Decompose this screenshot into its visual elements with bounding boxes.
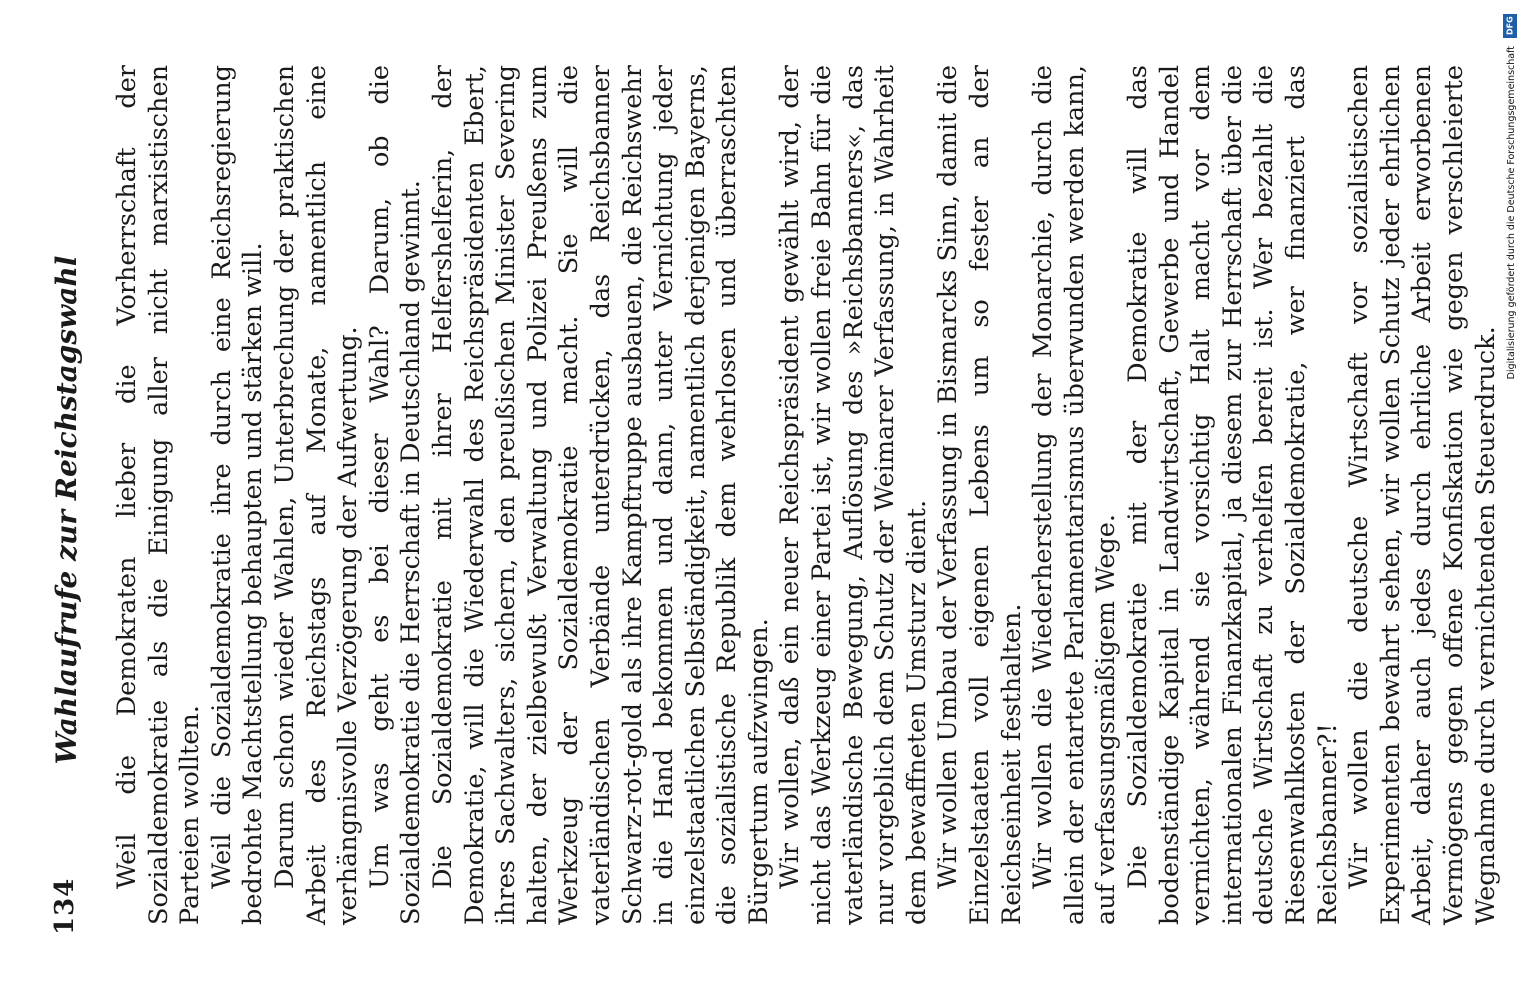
paragraph: Die Sozialdemokratie mit der Demokratie will das bodenständige Kapital in Landwirtschaft, Gewerbe und Handel vernichten, während sie vorsichtig Halt macht vor dem internationalen Finanzkapital, ja diesem zur Herrschaft über die deutsche Wirtschaft zu verhelfen bereit ist. Wer bezahlt die Riesenwahlkosten der Sozialdemokratie, wer finanziert das Reichsbanner?! [1123, 65, 1343, 925]
page-header [50, 65, 86, 955]
paragraph: Wir wollen die Wiederherstellung der Monarchie, durch die allein der entartete Parlamentarismus überwunden werden kann, auf verfassungsmäßigem Wege. [1028, 65, 1122, 925]
rotated-page [50, 65, 1501, 955]
paragraph: Wir wollen die deutsche Wirtschaft vor sozialistischen Experimenten bewahrt sehen, wir wollen Schutz jeder ehrlichen Arbeit, daher auch jedes durch ehrliche Arbeit erworbenen Vermögens gegen offene Konfiskation wie gegen verschleierte Wegnahme durch vernichtenden Steuerdruck. [1344, 65, 1501, 925]
paragraph: Wir wollen, daß ein neuer Reichspräsident gewählt wird, der nicht das Werkzeug einer Partei ist, wir wollen freie Bahn für die vaterländische Bewegung, Auflösung des »Reichsbanners«, das nur vorgeblich dem Schutz der Weimarer Verfassung, in Wahrheit dem bewaffneten Umsturz dient. [775, 65, 932, 925]
running-title: Wahlaufrufe zur Reichstagswahl [50, 255, 83, 765]
paragraph: Darum schon wieder Wahlen, Unterbrechung der praktischen Arbeit des Reichstags auf Monate, namentlich eine verhängnisvolle Verzögerung der Aufwertung. [269, 65, 364, 925]
paragraph: Um was geht es bei dieser Wahl? Darum, ob die Sozialdemokratie die Herrschaft in Deutschland gewinnt. [364, 65, 427, 925]
dfg-logo-icon: DFG [1503, 14, 1517, 38]
digitization-note [1502, 6, 1524, 380]
funding-note: Digitalisierung gefördert durch die Deutsche Forschungsgemeinschaft [1506, 46, 1517, 380]
page-number: 134 [50, 877, 80, 935]
paragraph: Die Sozialdemokratie mit ihrer Helfershelferin, der Demokratie, will die Wiederwahl des Reichspräsidenten Ebert, ihres Sachwalters, sichern, den preußischen Minister Severing halten, der zielbewußt Verwaltung und Polizei Preußens zum Werkzeug der Sozialdemokratie macht. Sie will die vaterländischen Verbände unterdrücken, das Reichsbanner Schwarz-rot-gold als ihre Kampftruppe ausbauen, die Reichswehr in die Hand bekommen und dann, unter Vernichtung jeder einzelstaatlichen Selbständigkeit, namentlich derjenigen Bayerns, die sozialistische Republik dem wehrlosen und überraschten Bürgertum aufzwingen. [427, 65, 774, 925]
paragraph: Weil die Sozialdemokratie ihre durch eine Reichsregierung bedrohte Machtstellung behaupten und stärken will. [206, 65, 269, 925]
body-text [112, 65, 1502, 955]
paragraph: Weil die Demokraten lieber die Vorherrschaft der Sozialdemokratie als die Einigung aller nicht marxistischen Parteien wollten. [112, 65, 206, 925]
paragraph: Wir wollen Umbau der Verfassung in Bismarcks Sinn, damit die Einzelstaaten voll eigenen Lebens um so fester an der Reichseinheit festhalten. [933, 65, 1027, 925]
